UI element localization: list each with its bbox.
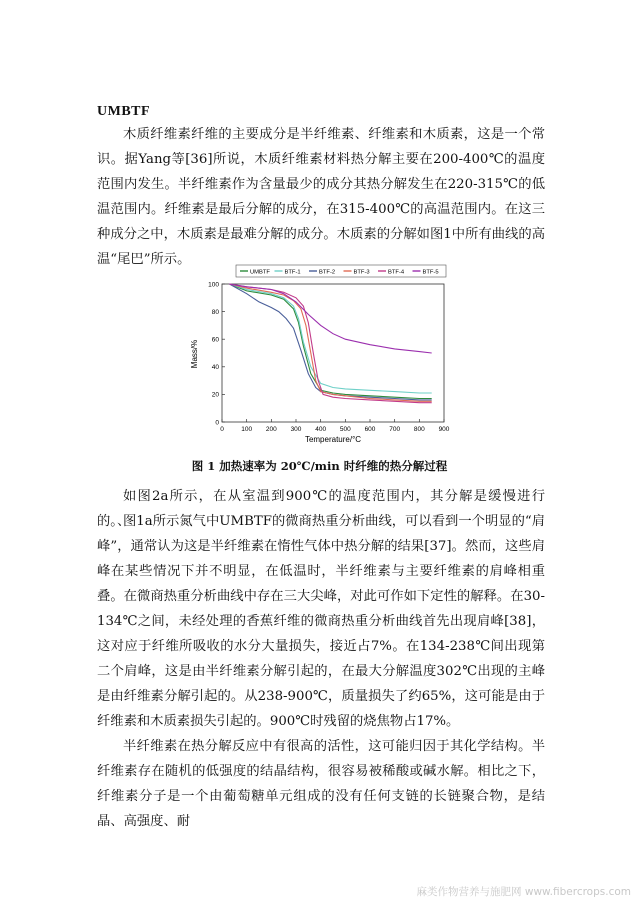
x-tick-label: 100 [241, 426, 253, 433]
series-line-umbtf [229, 284, 431, 399]
legend-label: BTF-2 [319, 269, 336, 276]
x-tick-label: 200 [265, 426, 277, 433]
series-line-btf-2 [229, 284, 431, 400]
x-tick-label: 900 [438, 426, 450, 433]
series-line-btf-1 [229, 284, 431, 393]
x-tick-label: 600 [364, 426, 376, 433]
y-axis-label: Mass/% [190, 339, 199, 369]
legend-label: BTF-3 [353, 269, 370, 276]
paragraph-3: 图1a所示氮气中UMBTF的微商热重分析曲线，可以看到一个明显的“肩峰”，通常认为这是半纤维素在惰性气体中热分解的结果[37]。然而，这些肩峰在某些情况下并不明显，在低温时，半纤维素与主要纤维素的肩峰相重叠。在微商热重分析曲线中存在三大尖峰，对此可作如下定性的解释。在30-134℃之间，未经处理的香蕉纤维的微商热重分析曲线首先出现肩峰[38]，这对应于纤维所吸收的水分大量损失，接近占7%。在134-238℃间出现第二个肩峰，这是由半纤维素分解引起的，在最大分解温度302℃出现的主峰是由纤维素分解引起的。从238-900℃，质量损失了约65%，这可能是由于纤维素和木质素损失引起的。900℃时残留的烧焦物占17%。 [97, 514, 545, 729]
tga-figure [184, 262, 454, 444]
series-line-btf-5 [229, 284, 431, 353]
paragraph-2: 如图2a所示，在从室温到900℃的温度范围内，其分解是缓慢进行的。、 [97, 489, 545, 529]
paragraph-4: 半纤维素在热分解反应中有很高的活性，这可能归因于其化学结构。半纤维素存在随机的低强度的结晶结构，很容易被稀酸或碱水解。相比之下，纤维素分子是一个由葡萄糖单元组成的没有任何支链的长链聚合物，是结晶、高强度、耐 [97, 739, 545, 829]
chart-legend [236, 265, 446, 277]
section-heading: UMBTF [97, 104, 151, 119]
figure-caption: 图 1 加热速率为 20℃/min 时纤维的热分解过程 [191, 459, 448, 473]
x-tick-label: 300 [290, 426, 302, 433]
y-tick-label: 100 [208, 281, 219, 289]
x-tick-label: 800 [413, 426, 425, 433]
legend-label: BTF-5 [422, 269, 439, 276]
axis-ticks [208, 281, 450, 433]
series-line-btf-3 [229, 284, 431, 401]
x-tick-label: 400 [315, 426, 327, 433]
y-tick-label: 0 [215, 419, 219, 427]
y-tick-label: 40 [211, 364, 219, 372]
x-axis-label: Temperature/°C [304, 435, 362, 444]
y-tick-label: 80 [211, 308, 219, 316]
series-lines [229, 284, 431, 403]
legend-label: BTF-4 [388, 269, 405, 276]
watermark: 麻类作物营养与施肥网 www.fibercrops.com [416, 886, 631, 898]
x-tick-label: 0 [220, 426, 224, 433]
y-tick-label: 20 [211, 391, 219, 399]
legend-label: BTF-1 [284, 269, 301, 276]
paragraph-1: 木质纤维素纤维的主要成分是半纤维素、纤维素和木质素，这是一个常识。据Yang等[36]所说，木质纤维素材料热分解主要在200-400℃的温度范围内发生。半纤维素作为含量最少的成分其热分解发生在220-315℃的低温范围内。纤维素是最后分解的成分，在315-400℃的高温范围内。在这三种成分之中，木质素是最难分解的成分。木质素的分解如图1中所有曲线的高温“尾巴”所示。 [97, 127, 545, 267]
y-tick-label: 60 [211, 336, 219, 344]
x-tick-label: 700 [389, 426, 401, 433]
legend-label: UMBTF [250, 269, 270, 276]
x-tick-label: 500 [339, 426, 351, 433]
